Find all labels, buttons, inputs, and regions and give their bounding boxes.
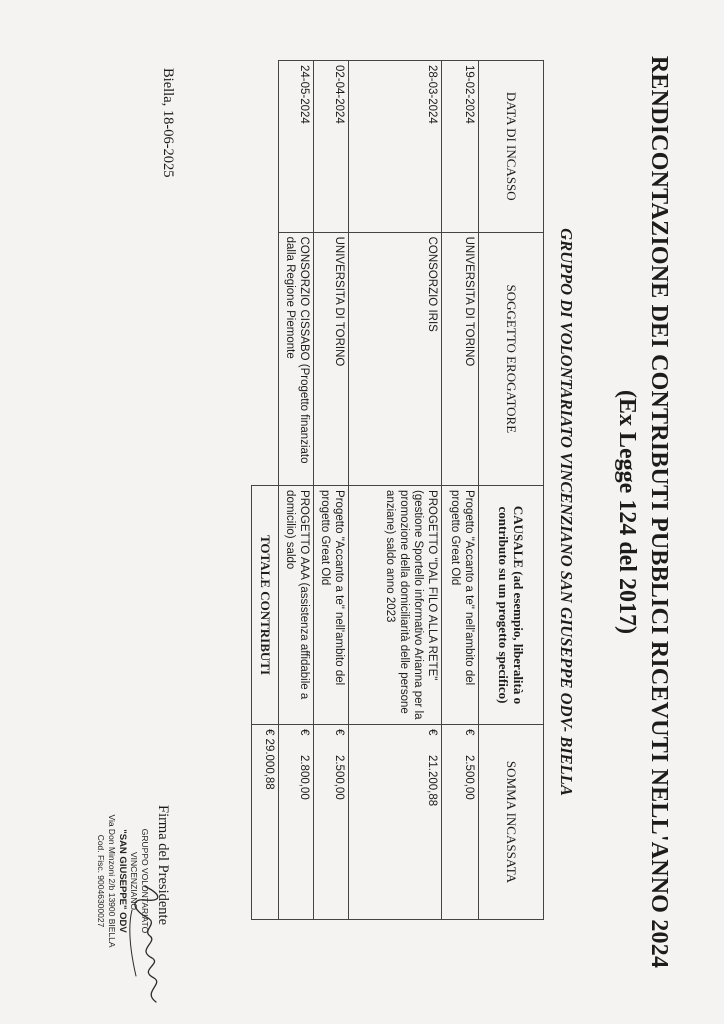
currency-symbol: € xyxy=(463,728,475,736)
header-date: DATA DI INCASSO xyxy=(479,61,544,233)
document-subtitle: (Ex Legge 124 del 2017) xyxy=(614,390,640,634)
stamp-line-1: GRUPPO VOLONTARIATO VINCENZIANO xyxy=(129,828,150,934)
amount-value: 2.500,00 xyxy=(463,754,475,800)
cell-date: 24-05-2024 xyxy=(279,61,314,233)
empty-cell xyxy=(252,232,279,485)
stamp-line-2: "SAN GIUSEPPE" ODV xyxy=(117,829,128,933)
cell-source: CONSORZIO IRIS xyxy=(349,232,442,485)
header-source: SOGGETTO EROGATORE xyxy=(479,232,544,485)
total-row xyxy=(252,61,279,920)
cell-causale: Progetto "Accanto a te" nell'ambito del progetto Great Old xyxy=(314,486,349,725)
cell-source: UNIVERSITA DI TORINO xyxy=(314,232,349,485)
cell-date: 02-04-2024 xyxy=(314,61,349,233)
cell-amount xyxy=(279,724,314,919)
table-row xyxy=(442,61,479,920)
table-header-row xyxy=(479,61,544,920)
cell-date: 19-02-2024 xyxy=(442,61,479,233)
header-amount: SOMMA INCASSATA xyxy=(479,724,544,919)
cell-causale: PROGETTO AAA (assistenza affidabile a domicilio) saldo xyxy=(279,486,314,725)
cell-amount xyxy=(349,724,442,919)
stamp-line-3: Via Don Minzoni 2/b 13900 BIELLA xyxy=(107,814,117,948)
organization-name: GRUPPO DI VOLONTARIATO VINCENZIANO SAN GIUSEPPE ODV- BIELLA xyxy=(557,228,576,796)
handwritten-signature xyxy=(112,880,172,1010)
header-causale: CAUSALE (ad esempio, liberalità o contributo su un progetto specifico) xyxy=(479,486,544,725)
total-amount: € 29.000,88 xyxy=(252,724,279,919)
cell-source: CONSORZIO CISSABO (Progetto finanziato dalla Regione Piemonte xyxy=(279,232,314,485)
document-title: RENDICONTAZIONE DEI CONTRIBUTI PUBBLICI RICEVUTI NELL'ANNO 2024 xyxy=(646,55,672,969)
total-label: TOTALE CONTRIBUTI xyxy=(252,486,279,725)
table-row xyxy=(349,61,442,920)
currency-symbol: € xyxy=(298,728,310,736)
empty-cell xyxy=(252,61,279,233)
currency-symbol: € xyxy=(333,728,345,736)
table-row xyxy=(314,61,349,920)
stamp-line-4: Cod. Fisc. 90046300027 xyxy=(96,834,106,928)
cell-date: 28-03-2024 xyxy=(349,61,442,233)
place-and-date: Biella, 18-06-2025 xyxy=(160,68,176,178)
cell-amount xyxy=(442,724,479,919)
signature-label: Firma del Presidente xyxy=(155,805,171,926)
currency-symbol: € xyxy=(426,728,438,736)
cell-amount xyxy=(314,724,349,919)
amount-value: 2.500,00 xyxy=(333,754,345,800)
amount-value: 2.800,00 xyxy=(298,754,310,800)
cell-source: UNIVERSITA DI TORINO xyxy=(442,232,479,485)
cell-causale: Progetto "Accanto a te" nell'ambito del progetto Great Old xyxy=(442,486,479,725)
amount-value: 21.200,88 xyxy=(426,754,438,807)
table-row xyxy=(279,61,314,920)
cell-causale: PROGETTO "DAL FILO ALLA RETE"(gestione Sportello informativo Arianna per la promozione della domiciliarità delle persone anziane) saldo anno 2023 xyxy=(349,486,442,725)
contributions-table xyxy=(251,60,544,920)
